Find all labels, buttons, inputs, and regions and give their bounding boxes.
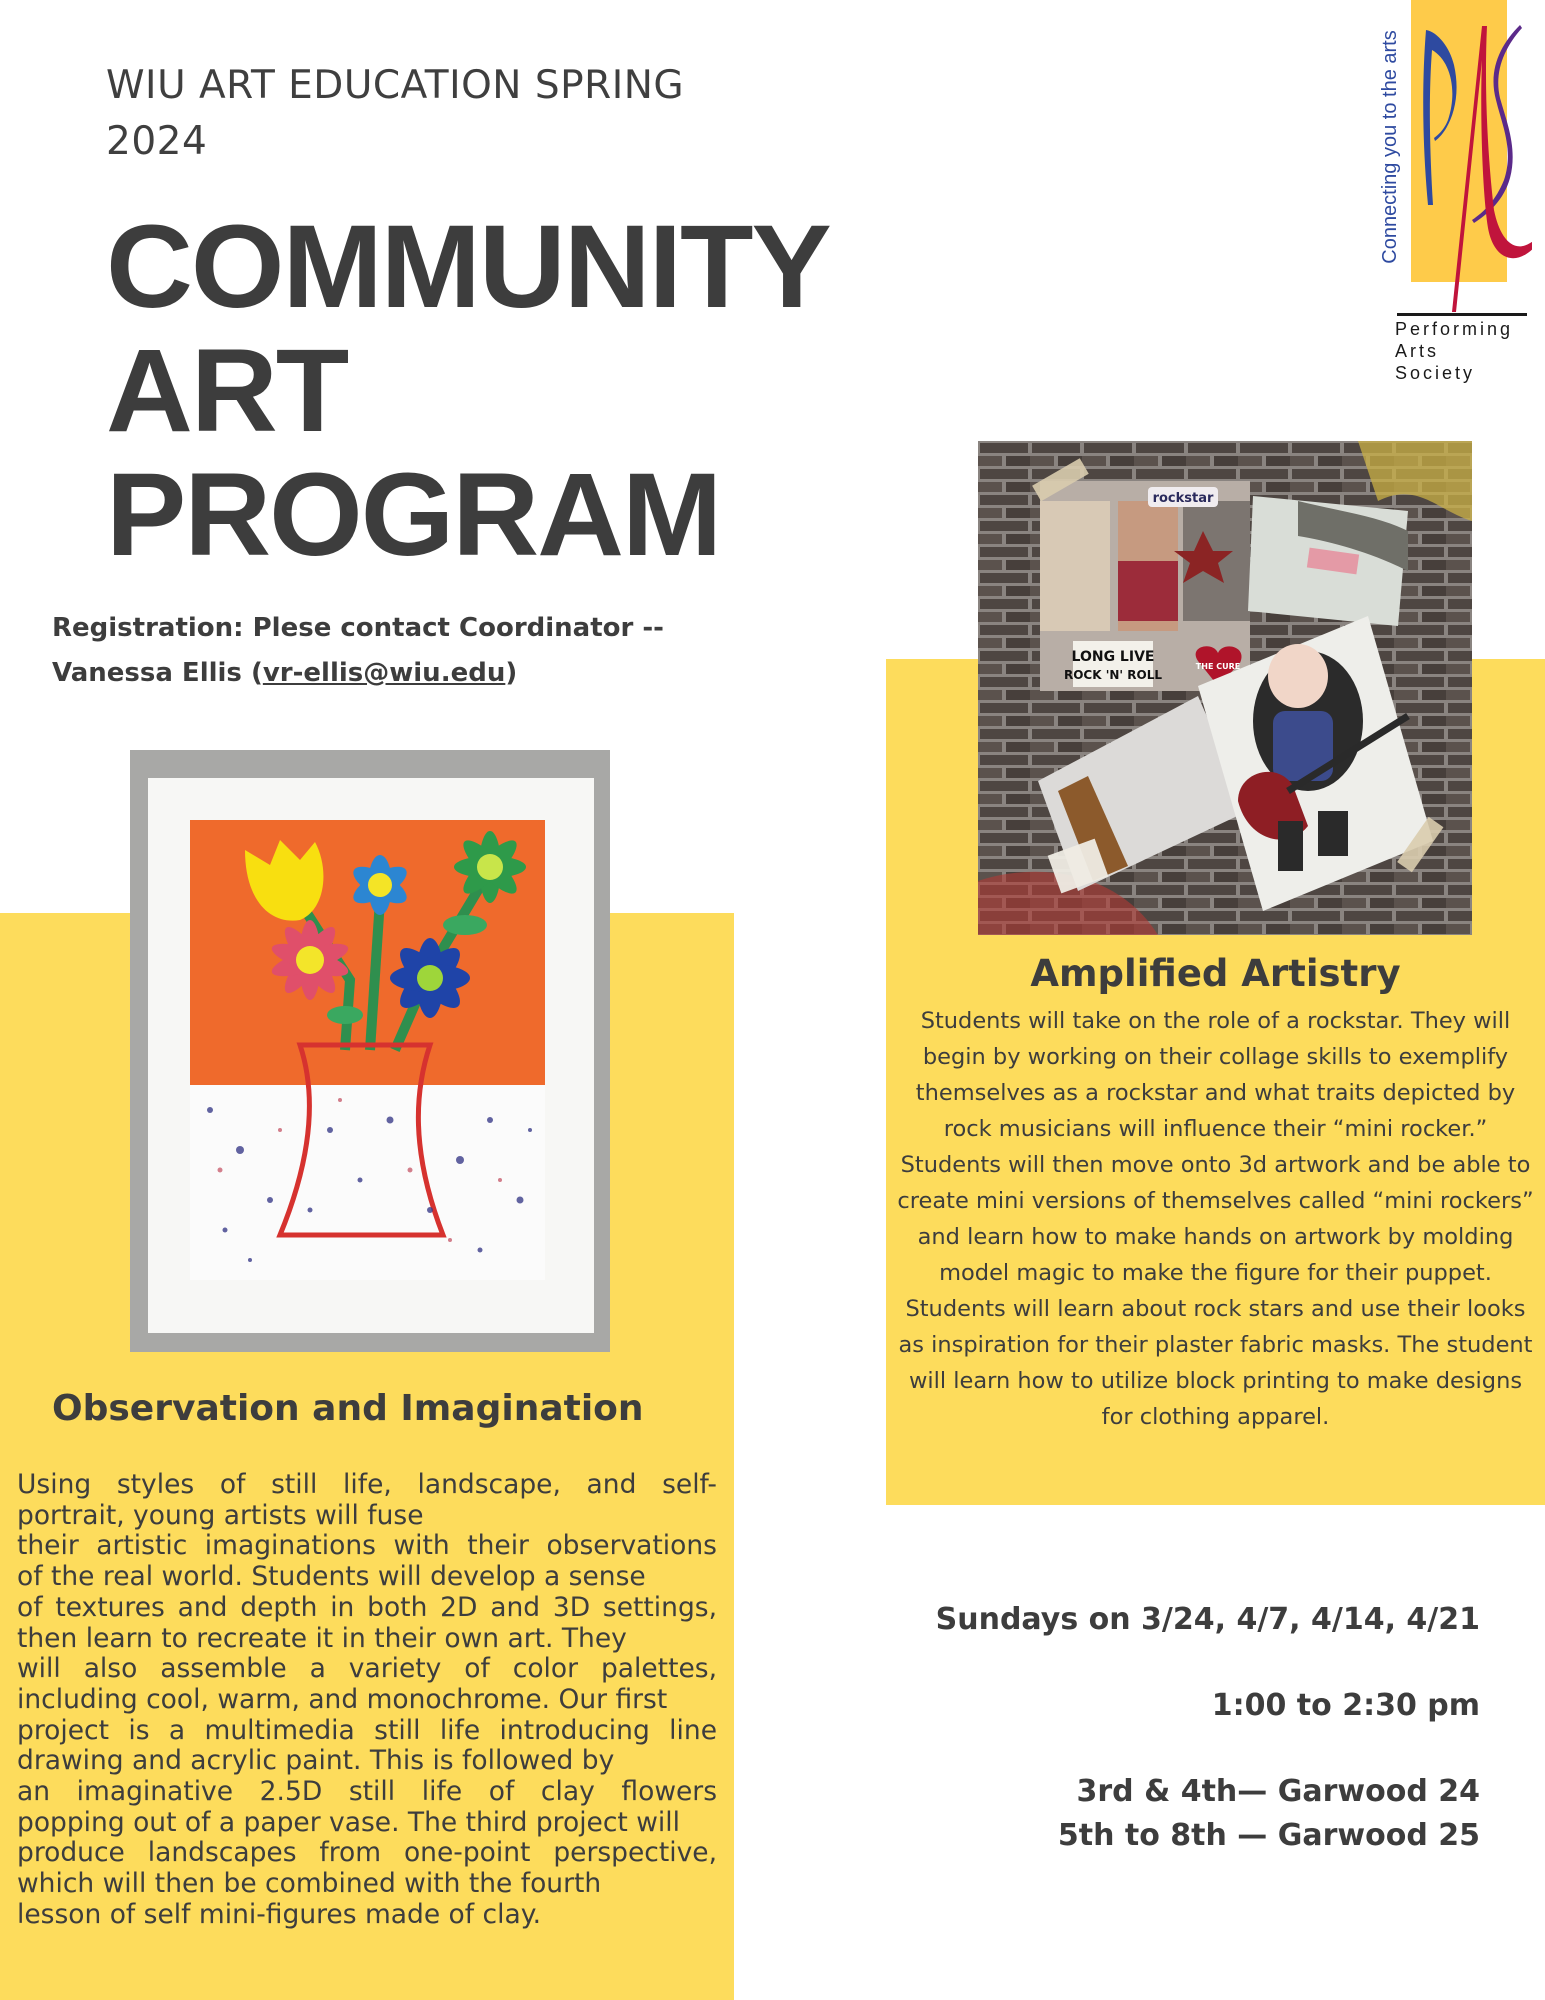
amplified-artistry-description <box>886 1003 1545 1435</box>
coordinator-email-link[interactable]: vr-ellis@wiu.edu <box>262 658 506 688</box>
description-line: of textures and depth in both 2D and 3D settings, <box>17 1591 717 1623</box>
description-line: popping out of a paper vase. The third project will <box>17 1806 681 1838</box>
description-line: will also assemble a variety of color palettes, <box>17 1653 717 1685</box>
logo-tagline: Connecting you to the arts <box>1379 30 1401 264</box>
logo-name-line-3: Society <box>1395 363 1476 383</box>
description-line: an imaginative 2.5D still life of clay flowers <box>17 1776 717 1808</box>
description-line: then learn to recreate it in their own art. They <box>17 1622 627 1654</box>
subtitle-line-2: 2024 <box>106 119 208 164</box>
description-line: of the real world. Students will develop a sense <box>17 1561 646 1593</box>
description-line: Students will learn about rock stars and use their looks <box>905 1296 1526 1322</box>
registration-line-2 <box>52 651 712 696</box>
paren-close: ) <box>505 658 518 688</box>
description-line: for clothing apparel. <box>1101 1404 1330 1430</box>
title-line-2: ART <box>106 325 348 457</box>
logo-name-line-1: Performing <box>1395 319 1514 339</box>
session-dates: Sundays on 3/24, 4/7, 4/14, 4/21 <box>935 1602 1480 1637</box>
description-line: create mini versions of themselves called “mini rockers” <box>897 1188 1534 1214</box>
flower-artwork-illustration <box>130 750 610 1352</box>
logo-name-line-2: Arts <box>1395 341 1440 361</box>
description-line: lesson of self mini-figures made of clay. <box>17 1898 542 1930</box>
subtitle-line-1: WIU ART EDUCATION SPRING <box>106 63 685 108</box>
description-line: model magic to make the figure for their puppet. <box>939 1260 1492 1286</box>
description-line: themselves as a rockstar and what traits depicted by <box>915 1080 1516 1106</box>
logo-divider <box>1397 313 1527 316</box>
logo-name <box>1395 318 1513 384</box>
room-grades-5-8: 5th to 8th — Garwood 25 <box>1057 1818 1480 1853</box>
description-line: Using styles of still life, landscape, and self- <box>17 1469 717 1500</box>
description-line: Students will then move onto 3d artwork and be able to <box>900 1152 1531 1178</box>
collage-illustration <box>978 441 1472 935</box>
description-line: and learn how to make hands on artwork by molding <box>917 1224 1514 1250</box>
room-grades-3-4: 3rd & 4th— Garwood 24 <box>1076 1774 1480 1809</box>
description-line: begin by working on their collage skills to exemplify <box>922 1044 1509 1070</box>
registration-line-1: Registration: Plese contact Coordinator -- <box>52 613 664 643</box>
pas-logo <box>1362 0 1545 395</box>
description-line: their artistic imaginations with their observations <box>17 1530 717 1562</box>
session-time: 1:00 to 2:30 pm <box>1211 1688 1480 1723</box>
description-line: drawing and acrylic paint. This is followed by <box>17 1745 615 1777</box>
observation-imagination-description <box>17 1470 717 1931</box>
pas-monogram-icon <box>1392 0 1532 320</box>
rockstar-collage-image <box>978 441 1472 935</box>
page-title <box>106 201 830 581</box>
collage-label-long-live: LONG LIVE <box>1071 649 1155 665</box>
title-line-1: COMMUNITY <box>106 201 830 333</box>
title-line-3: PROGRAM <box>106 449 721 581</box>
description-line: project is a multimedia still life introducing line <box>17 1714 717 1746</box>
coordinator-name: Vanessa Ellis ( <box>52 658 263 688</box>
description-line: rock musicians will influence their “mini rocker.” <box>943 1116 1488 1142</box>
description-line: as inspiration for their plaster fabric masks. The student <box>898 1332 1533 1358</box>
observation-imagination-heading: Observation and Imagination <box>52 1388 644 1429</box>
collage-label-rock-n-roll: ROCK 'N' ROLL <box>1063 668 1163 682</box>
collage-label-band: THE CURE <box>1195 662 1241 671</box>
description-line: will learn how to utilize block printing to make designs <box>908 1368 1523 1394</box>
description-line: portrait, young artists will fuse <box>17 1499 424 1531</box>
description-line: which will then be combined with the fourth <box>17 1868 602 1900</box>
description-line: Students will take on the role of a rockstar. They will <box>920 1008 1511 1034</box>
registration-info <box>52 606 712 696</box>
description-line: produce landscapes from one-point perspective, <box>17 1837 717 1869</box>
description-line: including cool, warm, and monochrome. Our first <box>17 1683 668 1715</box>
program-subtitle <box>106 58 766 170</box>
collage-label-rockstar: rockstar <box>1152 491 1214 506</box>
flower-vase-artwork-image <box>130 750 610 1352</box>
amplified-artistry-heading: Amplified Artistry <box>1030 952 1401 995</box>
